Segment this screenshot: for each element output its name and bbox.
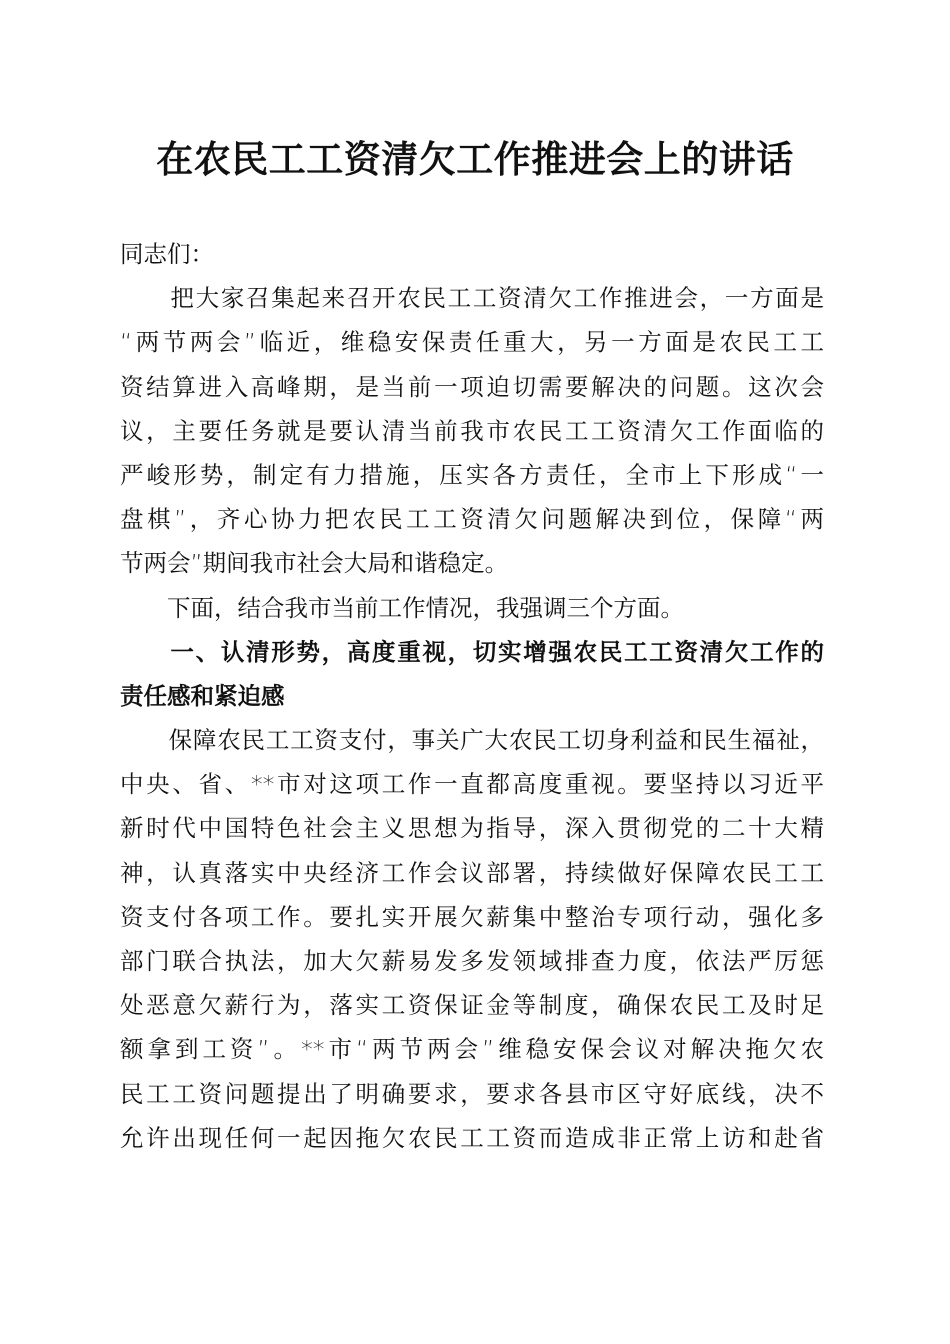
page-title: 在农民工工资清欠工作推进会上的讲话: [156, 137, 794, 181]
document-body: [120, 232, 824, 1160]
section-heading-1: [120, 630, 824, 718]
text-line: 节两会”期间我市社会大局和谐稳定。: [120, 549, 509, 578]
text-line: 责任感和紧迫感: [120, 681, 285, 710]
text-line: 新时代中国特色社会主义思想为指导，深入贯彻党的二十大精: [120, 814, 824, 843]
text-line: 处恶意欠薪行为，落实工资保证金等制度，确保农民工及时足: [120, 991, 824, 1020]
text-line: 神，认真落实中央经济工作会议部署，持续做好保障农民工工: [120, 858, 824, 887]
salutation: [120, 232, 824, 276]
paragraph-2: [120, 586, 824, 630]
text-line: 中央、省、**市对这项工作一直都高度重视。要坚持以习近平: [120, 770, 824, 799]
text-line: 额拿到工资”。**市“两节两会”维稳安保会议对解决拖欠农: [120, 1035, 824, 1064]
text-line: 民工工资问题提出了明确要求，要求各县市区守好底线，决不: [120, 1079, 824, 1108]
text-line: 一、认清形势，高度重视，切实增强农民工工资清欠工作的: [120, 637, 824, 666]
text-line: 保障农民工工资支付，事关广大农民工切身利益和民生福祉，: [120, 726, 824, 755]
text-line: 部门联合执法，加大欠薪易发多发领域排查力度，依法严厉惩: [120, 947, 824, 975]
text-line: 严峻形势，制定有力措施，压实各方责任，全市上下形成“一: [120, 460, 824, 489]
text-line: 把大家召集起来召开农民工工资清欠工作推进会，一方面是: [120, 284, 824, 313]
paragraph-1: [120, 276, 824, 585]
text-line: 下面，结合我市当前工作情况，我强调三个方面。: [120, 593, 684, 622]
text-line: 议，主要任务就是要认清当前我市农民工工资清欠工作面临的: [120, 416, 824, 445]
text-line: 资支付各项工作。要扎实开展欠薪集中整治专项行动，强化多: [120, 902, 824, 931]
text-line: 允许出现任何一起因拖欠农民工工资而造成非正常上访和赴省: [120, 1123, 824, 1152]
text-line: 盘棋”，齐心协力把农民工工资清欠问题解决到位，保障“两: [120, 505, 824, 534]
paragraph-3: [120, 718, 824, 1160]
text-line: 资结算进入高峰期，是当前一项迫切需要解决的问题。这次会: [120, 372, 824, 401]
text-line: “两节两会”临近，维稳安保责任重大，另一方面是农民工工: [120, 328, 824, 357]
text-line: 同志们：: [120, 240, 214, 268]
